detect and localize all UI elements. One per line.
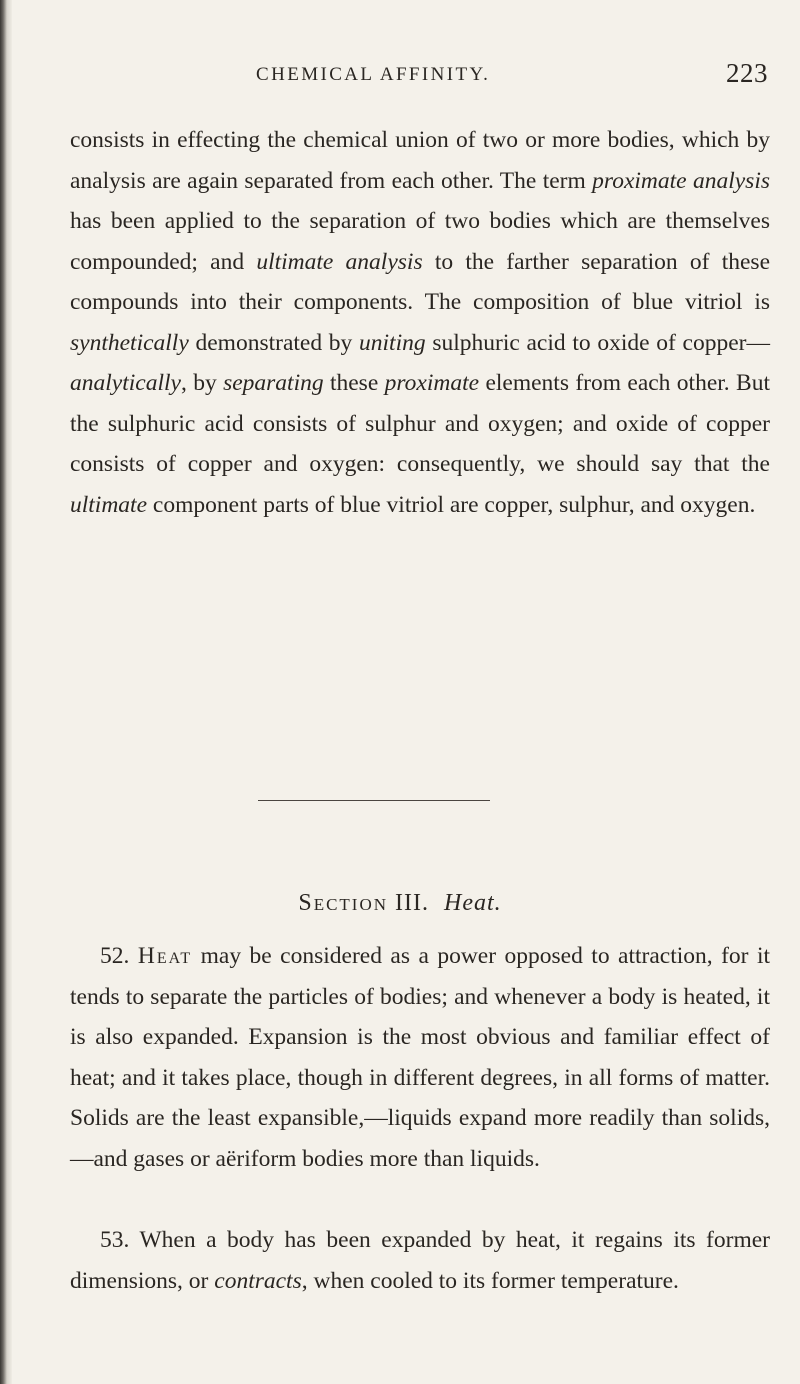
- paragraph-53: [70, 1220, 770, 1301]
- running-head: [0, 58, 800, 98]
- paragraph-text: may be considered as a power opposed to attraction, for it tends to separate the particles of bodies; and whenever a body is heated, it is also expanded. Expansion is the most obvious and familiar effect of heat; and it takes place, though in different degrees, in all forms of matter. Solids are the least expansible,—liquids expand more readily than solids,—and gases or aëriform bodies more than liquids.: [70, 943, 771, 1172]
- paragraph-text: consists in effecting the chemical union of two or more bodies, which by analysis are again separated from each other. The term: [70, 127, 770, 194]
- running-title: CHEMICAL AFFINITY.: [256, 64, 491, 85]
- section-number: III.: [395, 890, 429, 916]
- paragraph-lead-word: Heat: [137, 943, 193, 969]
- paragraph-text: , when cooled to its former temperature.: [301, 1267, 679, 1294]
- page-number: 223: [726, 58, 768, 88]
- italic-term: separating: [223, 370, 324, 396]
- section-heading: [0, 890, 800, 917]
- paragraph-text: has been applied to the separation of two bodies which are themselves compounded; and: [70, 208, 770, 275]
- section-divider-rule: [258, 800, 490, 801]
- section-title: Heat.: [444, 890, 502, 916]
- paragraph-continued: [70, 120, 770, 525]
- paragraph-text: When a body has been expanded by heat, it regains its former dimensions, or: [70, 1227, 770, 1294]
- paragraph-text: elements from each other. But the sulphuric acid consists of sulphur and oxygen; and oxide of copper consists of copper and oxygen: consequently, we should say that the: [70, 370, 770, 477]
- italic-term: ultimate analysis: [256, 248, 423, 275]
- paragraph-text: component parts of blue vitriol are copper, sulphur, and oxygen.: [147, 491, 756, 518]
- italic-term: synthetically: [70, 329, 189, 356]
- italic-term: uniting: [359, 329, 426, 356]
- italic-term: proximate: [384, 370, 480, 396]
- italic-term: contracts: [214, 1267, 302, 1294]
- paragraph-text: to the farther separation of these compounds into their components. The composition of blue vitriol is: [70, 248, 770, 315]
- paragraph-text: demonstrated by: [188, 329, 360, 356]
- paragraph-text: , by: [180, 370, 224, 396]
- paragraph-number: 53.: [100, 1227, 130, 1253]
- paragraph-text: these: [323, 370, 385, 396]
- paragraph-52: [70, 936, 770, 1179]
- italic-term: ultimate: [70, 491, 148, 518]
- italic-term: analytically: [70, 370, 181, 396]
- paragraph-text: sulphuric acid to oxide of copper—: [425, 329, 770, 356]
- section-label: Section: [298, 890, 389, 916]
- italic-term: proximate analysis: [592, 167, 770, 194]
- paragraph-number: 52.: [100, 943, 130, 969]
